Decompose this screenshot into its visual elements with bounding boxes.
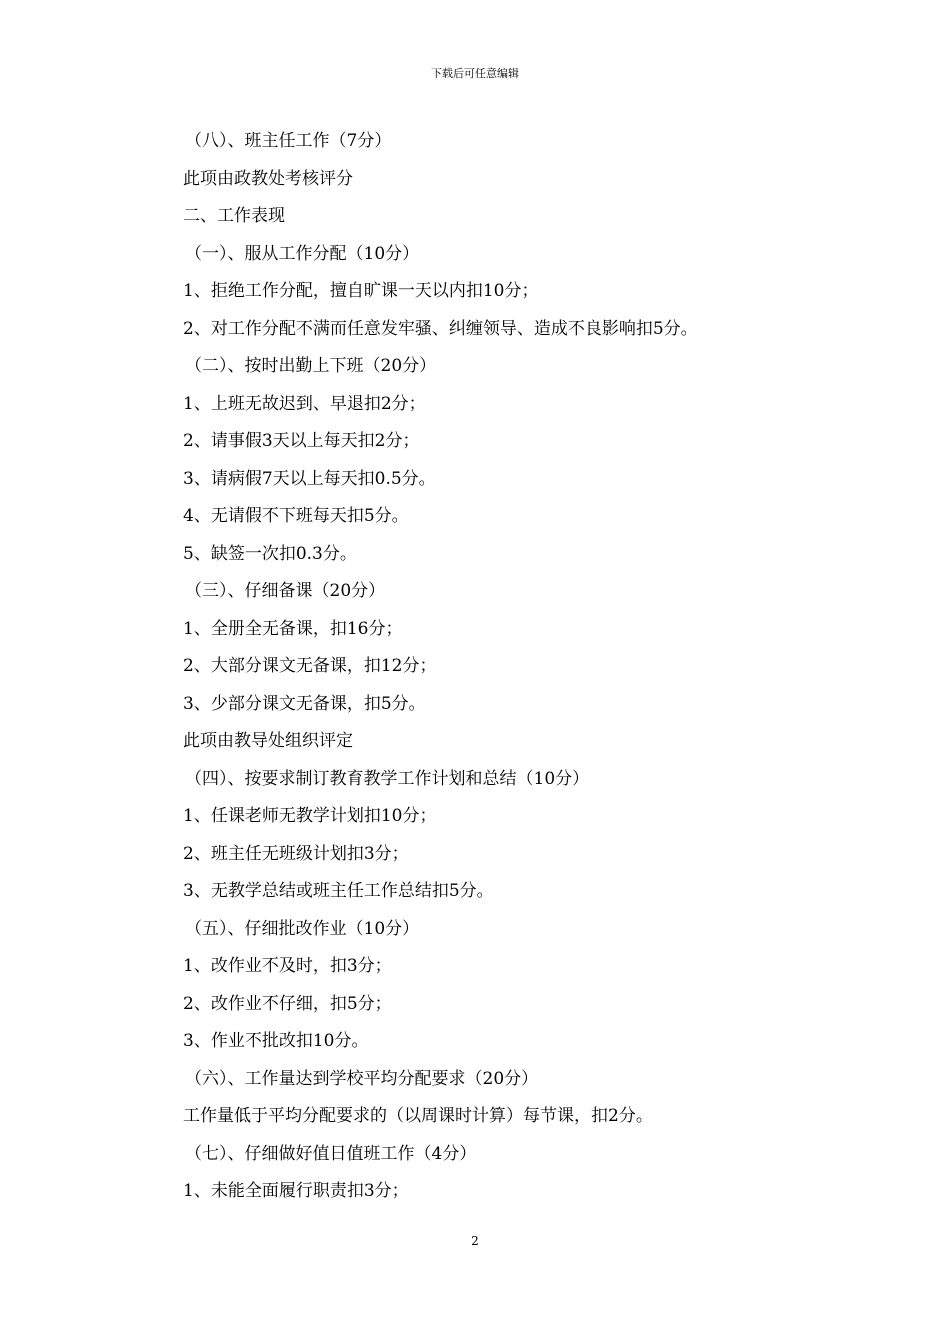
- rule-item: 1、上班无故迟到、早退扣2分；: [183, 393, 426, 414]
- rule-item: 3、无教学总结或班主任工作总结扣5分。: [183, 881, 494, 901]
- rule-item: 1、未能全面履行职责扣3分；: [183, 1181, 409, 1201]
- page-header: 下载后可任意编辑: [431, 67, 519, 80]
- rule-item: 3、请病假7天以上每天扣0.5分。: [183, 468, 436, 489]
- section-heading-2: （二）、按时出勤上下班（20分）: [185, 356, 437, 376]
- rule-item: 5、缺签一次扣0.3分。: [183, 543, 357, 564]
- section-heading-8: （八）、班主任工作（7分）: [185, 131, 392, 151]
- rule-item: 1、全册全无备课，扣16分；: [183, 618, 403, 639]
- note-line: 此项由政教处考核评分: [183, 168, 353, 189]
- section-heading-7: （七）、仔细做好值日值班工作（4分）: [185, 1143, 477, 1164]
- section-heading-1: （一）、服从工作分配（10分）: [185, 243, 420, 264]
- rule-item: 工作量低于平均分配要求的（以周课时计算）每节课，扣2分。: [183, 1106, 653, 1126]
- section-heading-3: （三）、仔细备课（20分）: [185, 581, 386, 601]
- page-number: 2: [471, 1234, 479, 1248]
- section-heading-6: （六）、工作量达到学校平均分配要求（20分）: [185, 1068, 539, 1089]
- rule-item: 2、对工作分配不满而任意发牢骚、纠缠领导、造成不良影响扣5分。: [183, 318, 698, 339]
- rule-item: 1、任课老师无教学计划扣10分；: [183, 806, 437, 826]
- rule-item: 1、拒绝工作分配，擅自旷课一天以内扣10分；: [183, 281, 539, 301]
- rule-item: 2、班主任无班级计划扣3分；: [183, 843, 409, 864]
- rule-item: 2、大部分课文无备课，扣12分；: [183, 656, 437, 676]
- section-heading-4: （四）、按要求制订教育教学工作计划和总结（10分）: [185, 768, 590, 789]
- rule-item: 2、改作业不仔细，扣5分；: [183, 993, 392, 1014]
- chapter-heading: 二、工作表现: [183, 206, 285, 226]
- rule-item: 3、作业不批改扣10分。: [183, 1031, 369, 1051]
- rule-item: 3、少部分课文无备课，扣5分。: [183, 693, 426, 714]
- document-body: [183, 123, 823, 1211]
- rule-item: 2、请事假3天以上每天扣2分；: [183, 431, 420, 451]
- section-heading-5: （五）、仔细批改作业（10分）: [185, 918, 420, 939]
- rule-item: 1、改作业不及时，扣3分；: [183, 956, 392, 976]
- rule-item: 4、无请假不下班每天扣5分。: [183, 506, 409, 526]
- note-line: 此项由教导处组织评定: [183, 731, 353, 751]
